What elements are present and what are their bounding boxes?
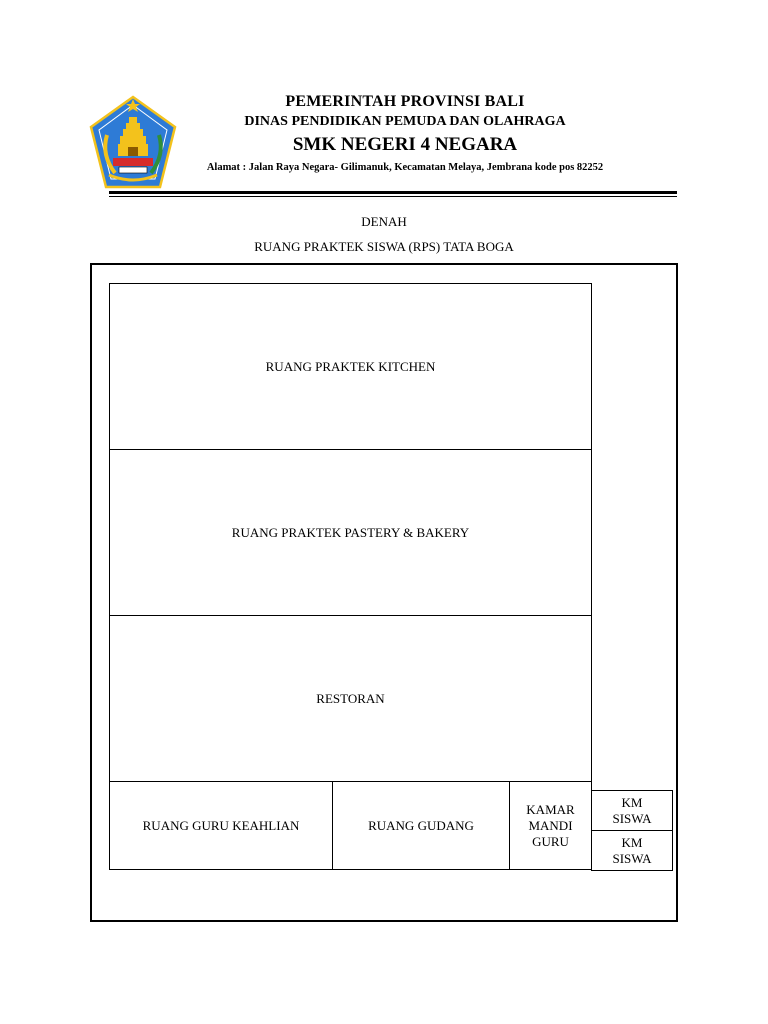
header-line-2: DINAS PENDIDIKAN PEMUDA DAN OLAHRAGA [244, 114, 566, 129]
room-pastry-bakery-label: RUANG PRAKTEK PASTERY & BAKERY [231, 524, 470, 540]
km-siswa-1-line-2: SISWA [612, 810, 652, 826]
km-siswa-2-line-1: KM [621, 834, 643, 850]
room-guru-keahlian-label: RUANG GURU KEAHLIAN [142, 817, 300, 833]
room-gudang [332, 781, 510, 870]
kamar-mandi-guru-line-1: KAMAR [526, 801, 575, 817]
room-km-siswa-1 [591, 790, 673, 831]
room-guru-keahlian [109, 781, 333, 870]
title-denah: DENAH [361, 214, 407, 229]
room-kitchen [109, 283, 592, 450]
room-kamar-mandi-guru [509, 781, 592, 870]
room-km-siswa-2 [591, 830, 673, 871]
header-rule-thick [109, 191, 677, 194]
kamar-mandi-guru-line-3: GURU [532, 833, 569, 849]
room-restoran [109, 615, 592, 782]
room-pastry-bakery [109, 449, 592, 616]
title-rps-tata-boga: RUANG PRAKTEK SISWA (RPS) TATA BOGA [254, 239, 514, 254]
header-school-name: SMK NEGERI 4 NEGARA [292, 134, 518, 155]
room-restoran-label: RESTORAN [316, 690, 385, 706]
km-siswa-1-line-1: KM [621, 794, 643, 810]
bali-province-emblem [89, 95, 177, 190]
room-kitchen-label: RUANG PRAKTEK KITCHEN [265, 358, 436, 374]
header-address: Alamat : Jalan Raya Negara- Gilimanuk, Kecamatan Melaya, Jembrana kode pos 82252 [206, 162, 604, 173]
header-line-1: PEMERINTAH PROVINSI BALI [285, 93, 525, 110]
kamar-mandi-guru-line-2: MANDI [528, 817, 573, 833]
km-siswa-2-line-2: SISWA [612, 850, 652, 866]
header-rule-thin [109, 196, 677, 197]
room-gudang-label: RUANG GUDANG [368, 817, 474, 833]
